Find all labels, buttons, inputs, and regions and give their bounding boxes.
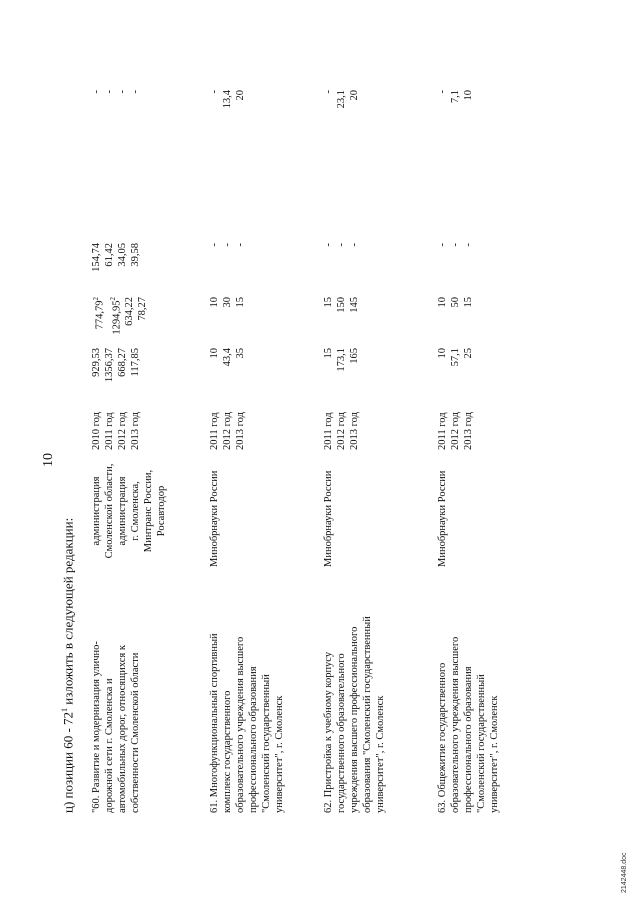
- other-sources-line: [462, 90, 475, 200]
- years-column-text: 2011 год: [104, 412, 115, 450]
- other-sources: [208, 90, 247, 200]
- total-amount: [436, 348, 475, 390]
- executor-line: [322, 455, 335, 567]
- federal-budget: [90, 297, 149, 345]
- years-column-text: 2013 год: [130, 412, 141, 450]
- object-name-text: образования "Смоленский государственный: [362, 616, 373, 813]
- object-name-line: [103, 573, 116, 813]
- total-amount-text: 57,1: [450, 348, 461, 367]
- federal-budget-line: [234, 297, 247, 345]
- object-name-line: [221, 573, 234, 813]
- executor-text: администрация: [117, 476, 128, 546]
- federal-budget-text: 50: [450, 297, 461, 308]
- regional-budget-line: [234, 243, 247, 293]
- federal-budget-line: [436, 297, 449, 345]
- regional-budget-line: [208, 243, 221, 293]
- years-column: [90, 395, 142, 450]
- years-column-text: 2013 год: [349, 412, 360, 450]
- object-name: [90, 573, 142, 813]
- object-name-line: [116, 573, 129, 813]
- total-amount-text: 117,85: [130, 348, 141, 377]
- total-amount-line: [234, 348, 247, 390]
- regional-budget: [322, 243, 361, 293]
- federal-budget-text: 634,22: [124, 297, 135, 326]
- years-column-text: 2013 год: [235, 412, 246, 450]
- years-column-text: 2012 год: [450, 412, 461, 450]
- federal-budget: [208, 297, 247, 345]
- intro-suffix: изложить в следующей редакции:: [60, 517, 76, 708]
- other-sources-line: [103, 90, 116, 200]
- other-sources-line: [348, 90, 361, 200]
- executor-line: [142, 455, 155, 567]
- other-sources-text: -: [117, 90, 128, 94]
- object-name-line: [449, 573, 462, 813]
- executor-line: [116, 455, 129, 567]
- regional-budget: [90, 243, 142, 293]
- years-column: [208, 395, 247, 450]
- federal-budget-line: [208, 297, 221, 345]
- other-sources-text: 20: [235, 90, 246, 101]
- total-amount-text: 15: [323, 348, 334, 359]
- object-name-line: [129, 573, 142, 813]
- regional-budget-text: -: [323, 243, 334, 247]
- other-sources-text: 20: [349, 90, 360, 101]
- regional-budget-text: -: [235, 243, 246, 247]
- federal-budget-text: 774,79: [94, 300, 106, 330]
- executor: [208, 455, 221, 567]
- regional-budget-line: [116, 243, 129, 293]
- executor-text: Минобрнауки России: [437, 470, 448, 567]
- object-name-line: [475, 573, 488, 813]
- total-amount-text: 173,1: [336, 348, 347, 372]
- total-amount-text: 10: [209, 348, 220, 359]
- federal-budget-line: [90, 297, 107, 345]
- regional-budget-line: [462, 243, 475, 293]
- federal-budget-line: [462, 297, 475, 345]
- years-column-text: 2011 год: [209, 412, 220, 450]
- federal-budget-text: 15: [235, 297, 246, 308]
- intro-superscript: 1: [60, 707, 69, 712]
- object-name-text: профессионального образования: [248, 666, 259, 813]
- object-name-text: собственности Смоленской области: [130, 652, 141, 813]
- executor-text: Минобрнауки России: [209, 470, 220, 567]
- total-amount-text: 1356,37: [104, 348, 115, 383]
- other-sources-line: [322, 90, 335, 200]
- object-name-text: университет", г. Смоленск: [375, 695, 386, 813]
- other-sources-line: [90, 90, 103, 200]
- years-column-line: [129, 395, 142, 450]
- executor-line: [103, 455, 116, 567]
- total-amount-line: [335, 348, 348, 390]
- total-amount-line: [462, 348, 475, 390]
- executor-line: [208, 455, 221, 567]
- other-sources-text: -: [130, 90, 141, 94]
- years-column-text: 2011 год: [437, 412, 448, 450]
- regional-budget-text: 61,42: [104, 243, 115, 267]
- object-name: [436, 573, 501, 813]
- total-amount-line: [436, 348, 449, 390]
- executor-line: [155, 455, 168, 567]
- other-sources-text: -: [323, 90, 334, 94]
- federal-budget-line: [123, 297, 136, 345]
- total-amount-line: [116, 348, 129, 390]
- years-column-text: 2012 год: [117, 412, 128, 450]
- other-sources: [436, 90, 475, 200]
- federal-budget-text: 150: [336, 297, 347, 313]
- object-name-line: [90, 573, 103, 813]
- object-name-line: [335, 573, 348, 813]
- object-name-text: автомобильных дорог, относящихся к: [117, 645, 128, 813]
- other-sources-line: [221, 90, 234, 200]
- object-name-line: [361, 573, 374, 813]
- object-name-text: образовательного учреждения высшего: [235, 636, 246, 813]
- executor-text: Минтранс России,: [143, 469, 154, 553]
- other-sources-line: [129, 90, 142, 200]
- object-name-line: [322, 573, 335, 813]
- federal-budget-line: [322, 297, 335, 345]
- page-number: 10: [41, 453, 56, 467]
- other-sources-text: -: [209, 90, 220, 94]
- other-sources-line: [335, 90, 348, 200]
- other-sources-text: -: [104, 90, 115, 94]
- object-name-line: [348, 573, 361, 813]
- federal-budget-text: 78,27: [137, 297, 148, 321]
- object-name-text: государственного образовательного: [336, 653, 347, 813]
- total-amount-text: 35: [235, 348, 246, 359]
- total-amount-line: [322, 348, 335, 390]
- total-amount-line: [90, 348, 103, 390]
- object-name-line: [462, 573, 475, 813]
- object-name-text: 62. Пристройка к учебному корпусу: [323, 651, 334, 813]
- years-column-line: [116, 395, 129, 450]
- object-name-line: [208, 573, 221, 813]
- object-name-text: учреждения высшего профессионального: [349, 626, 360, 813]
- regional-budget-text: -: [349, 243, 360, 247]
- years-column-text: 2011 год: [323, 412, 334, 450]
- object-name-text: 61. Многофункциональный спортивный: [209, 633, 220, 813]
- executor-line: [129, 455, 142, 567]
- total-amount: [322, 348, 361, 390]
- other-sources-text: 13,4: [222, 90, 233, 109]
- federal-budget-line: [335, 297, 348, 345]
- years-column-line: [221, 395, 234, 450]
- object-name-text: "Смоленский государственный: [261, 674, 272, 813]
- years-column-line: [322, 395, 335, 450]
- regional-budget: [208, 243, 247, 293]
- regional-budget-text: 154,74: [91, 243, 102, 272]
- other-sources-line: [208, 90, 221, 200]
- federal-budget-line: [107, 297, 124, 345]
- years-column-line: [234, 395, 247, 450]
- federal-budget-text: 15: [463, 297, 474, 308]
- object-name-text: университет", г. Смоленск: [274, 695, 285, 813]
- intro-prefix: ц) позиции 60 - 72: [60, 711, 76, 813]
- federal-budget-line: [348, 297, 361, 345]
- object-name-text: университет", г. Смоленск: [489, 695, 500, 813]
- executor-text: Смоленской области,: [104, 463, 115, 559]
- executor-text: Минобрнауки России: [323, 470, 334, 567]
- federal-budget-text: 145: [349, 297, 360, 313]
- total-amount: [90, 348, 142, 390]
- object-name-text: образовательного учреждения высшего: [450, 636, 461, 813]
- regional-budget-text: -: [222, 243, 233, 247]
- years-column-text: 2013 год: [463, 412, 474, 450]
- years-column-text: 2012 год: [336, 412, 347, 450]
- federal-budget-text: 1294,95: [111, 300, 122, 335]
- years-column: [322, 395, 361, 450]
- regional-budget-text: 39,58: [130, 243, 141, 267]
- years-column-line: [462, 395, 475, 450]
- footnote-marker: 2: [92, 297, 100, 301]
- years-column-line: [348, 395, 361, 450]
- other-sources-text: 7,1: [450, 90, 461, 104]
- executor: [436, 455, 449, 567]
- federal-budget-text: 10: [209, 297, 220, 308]
- executor-text: администрация: [91, 476, 102, 546]
- executor: [322, 455, 335, 567]
- object-name-text: "60. Развитие и модернизация улично-: [91, 641, 102, 813]
- executor-line: [90, 455, 103, 567]
- object-name-text: комплекс государственного: [222, 690, 233, 813]
- object-name-line: [260, 573, 273, 813]
- years-column-line: [436, 395, 449, 450]
- total-amount-line: [129, 348, 142, 390]
- executor-text: Росавтодор: [156, 485, 167, 537]
- years-column: [436, 395, 475, 450]
- executor: [90, 455, 168, 567]
- federal-budget-line: [221, 297, 234, 345]
- footer-filename: 2142448.doc: [621, 852, 628, 893]
- regional-budget-text: -: [209, 243, 220, 247]
- years-column-text: 2010 год: [91, 412, 102, 450]
- other-sources-line: [436, 90, 449, 200]
- years-column-line: [90, 395, 103, 450]
- regional-budget: [436, 243, 475, 293]
- total-amount-line: [348, 348, 361, 390]
- object-name-text: профессионального образования: [463, 666, 474, 813]
- object-name-line: [436, 573, 449, 813]
- object-name-line: [273, 573, 286, 813]
- regional-budget-line: [449, 243, 462, 293]
- footnote-marker: 2: [108, 297, 117, 301]
- other-sources: [322, 90, 361, 200]
- regional-budget-line: [348, 243, 361, 293]
- object-name-line: [488, 573, 501, 813]
- federal-budget-line: [136, 297, 149, 345]
- total-amount-line: [221, 348, 234, 390]
- other-sources-line: [449, 90, 462, 200]
- federal-budget: [436, 297, 475, 345]
- total-amount-line: [449, 348, 462, 390]
- federal-budget-text: 15: [323, 297, 334, 308]
- other-sources-line: [234, 90, 247, 200]
- object-name: [322, 573, 387, 813]
- object-name: [208, 573, 286, 813]
- executor-line: [436, 455, 449, 567]
- years-column-line: [103, 395, 116, 450]
- other-sources-text: -: [437, 90, 448, 94]
- years-column-line: [335, 395, 348, 450]
- regional-budget-line: [129, 243, 142, 293]
- other-sources-line: [116, 90, 129, 200]
- total-amount-text: 43,4: [222, 348, 233, 367]
- object-name-text: дорожной сети г. Смоленска и: [104, 678, 115, 813]
- other-sources-text: 10: [463, 90, 474, 101]
- object-name-line: [247, 573, 260, 813]
- total-amount: [208, 348, 247, 390]
- total-amount-text: 929,53: [91, 348, 102, 377]
- object-name-text: 63. Общежитие государственного: [437, 662, 448, 813]
- regional-budget-line: [90, 243, 103, 293]
- regional-budget-line: [322, 243, 335, 293]
- federal-budget-text: 30: [222, 297, 233, 308]
- regional-budget-text: -: [437, 243, 448, 247]
- federal-budget: [322, 297, 361, 345]
- object-name-line: [234, 573, 247, 813]
- object-name-text: "Смоленский государственный: [476, 674, 487, 813]
- regional-budget-line: [103, 243, 116, 293]
- total-amount-text: 25: [463, 348, 474, 359]
- years-column-text: 2012 год: [222, 412, 233, 450]
- object-name-line: [374, 573, 387, 813]
- total-amount-text: 165: [349, 348, 360, 364]
- other-sources: [90, 90, 142, 200]
- intro-heading: [58, 518, 74, 813]
- regional-budget-text: -: [336, 243, 347, 247]
- total-amount-text: 10: [437, 348, 448, 359]
- years-column-line: [208, 395, 221, 450]
- total-amount-line: [103, 348, 116, 390]
- regional-budget-line: [221, 243, 234, 293]
- regional-budget-line: [335, 243, 348, 293]
- other-sources-text: 23,1: [336, 90, 347, 109]
- federal-budget-text: 10: [437, 297, 448, 308]
- total-amount-text: 668,27: [117, 348, 128, 377]
- regional-budget-line: [436, 243, 449, 293]
- federal-budget-line: [449, 297, 462, 345]
- executor-text: г. Смоленска,: [130, 481, 141, 541]
- years-column-line: [449, 395, 462, 450]
- total-amount-line: [208, 348, 221, 390]
- other-sources-text: -: [91, 90, 102, 94]
- regional-budget-text: 34,05: [117, 243, 128, 267]
- regional-budget-text: -: [450, 243, 461, 247]
- regional-budget-text: -: [463, 243, 474, 247]
